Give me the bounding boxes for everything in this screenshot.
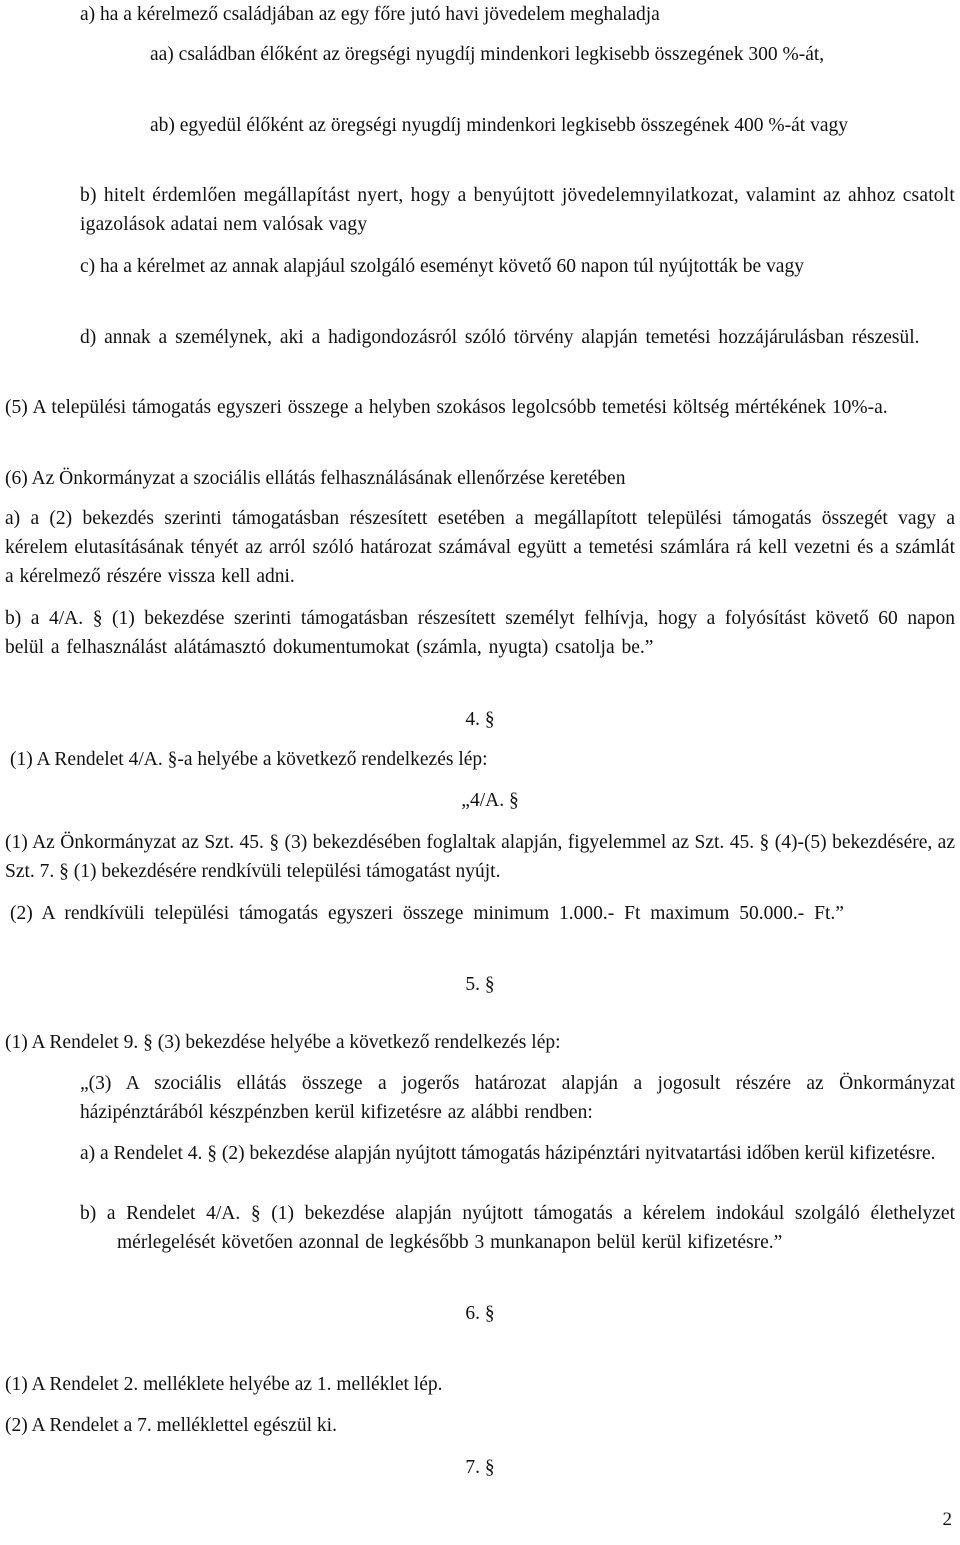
item-a: a) ha a kérelmező családjában az egy főre jutó havi jövedelem meghaladja — [80, 4, 660, 25]
section-6-paragraph-2: (2) A Rendelet a 7. melléklettel egészül ki. — [5, 1415, 337, 1436]
section-5-item-a: a) a Rendelet 4. § (2) bekezdése alapján nyújtott támogatás házipénztári nyitvatartási időben kerül kifizetésre. — [80, 1143, 936, 1164]
section-4-heading: 4. § — [465, 709, 495, 730]
section-5-heading: 5. § — [465, 974, 495, 995]
paragraph-5: (5) A települési támogatás egyszeri összege a helyben szokásos legolcsóbb temetési költség mértékének 10%-a. — [5, 397, 888, 418]
section-6-paragraph-1: (1) A Rendelet 2. melléklete helyébe az 1. melléklet lép. — [5, 1374, 443, 1395]
section-6-heading: 6. § — [465, 1303, 495, 1324]
page-number: 2 — [942, 1509, 952, 1530]
section-5-item-b: b) a Rendelet 4/A. § (1) bekezdése alapján nyújtott támogatás a kérelem indokául szolgáló élethelyzet mérlegelését követően azonnal de legkésőbb 3 munkanapon belül kerül kifizetésre.” — [80, 1203, 955, 1253]
section-4a-heading: „4/A. § — [461, 790, 519, 811]
item-ab: ab) egyedül élőként az öregségi nyugdíj mindenkori legkisebb összegének 400 %-át vagy — [150, 115, 849, 136]
section-4-paragraph-1: (1) A Rendelet 4/A. §-a helyébe a következő rendelkezés lép: — [10, 749, 488, 770]
item-c: c) ha a kérelmet az annak alapjául szolgáló eseményt követő 60 napon túl nyújtották be vagy — [80, 256, 804, 277]
section-4a-paragraph-1: (1) Az Önkormányzat az Szt. 45. § (3) bekezdésében foglaltak alapján, figyelemmel az Szt. 45. § (4)-(5) bekezdésére, az Szt. 7. § (1) bekezdésére rendkívüli települési támogatást nyújt. — [5, 832, 955, 882]
item-d: d) annak a személynek, aki a hadigondozásról szóló törvény alapján temetési hozzájárulásban részesül. — [80, 327, 920, 348]
item-aa: aa) családban élőként az öregségi nyugdíj mindenkori legkisebb összegének 300 %-át, — [150, 44, 825, 65]
paragraph-6-a: a) a (2) bekezdés szerinti támogatásban részesített esetében a megállapított települési támogatás összegét vagy a kérelem elutasításának tényét az arról szóló határozat számával együtt a temetési számlára rá kell vezetni és a számlát a kérelmező részére vissza kell adni. — [5, 508, 955, 587]
section-5-paragraph-1: (1) A Rendelet 9. § (3) bekezdése helyébe a következő rendelkezés lép: — [5, 1032, 561, 1053]
item-b: b) hitelt érdemlően megállapítást nyert, hogy a benyújtott jövedelemnyilatkozat, valamint az ahhoz csatolt igazolások adatai nem valósak vagy — [80, 185, 955, 235]
section-4a-paragraph-2: (2) A rendkívüli települési támogatás egyszeri összege minimum 1.000.- Ft maximum 50.000.- Ft.” — [10, 903, 844, 924]
section-7-heading: 7. § — [465, 1457, 495, 1478]
paragraph-6-b: b) a 4/A. § (1) bekezdése szerinti támogatásban részesített személyt felhívja, hogy a folyósítást követő 60 napon belül a felhasználást alátámasztó dokumentumokat (számla, nyugta) csatolja be.” — [5, 608, 955, 658]
paragraph-6: (6) Az Önkormányzat a szociális ellátás felhasználásának ellenőrzése keretében — [5, 468, 626, 489]
section-5-quote: „(3) A szociális ellátás összege a jogerős határozat alapján a jogosult részére az Önkormányzat házipénztárából készpénzben kerül kifizetésre az alábbi rendben: — [80, 1073, 955, 1123]
